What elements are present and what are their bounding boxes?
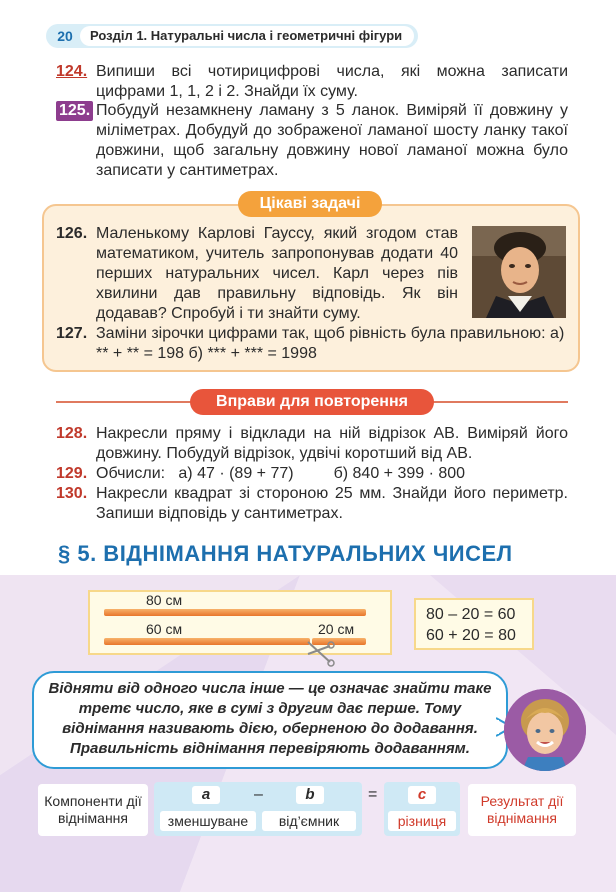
equation-subtraction: 80 – 20 = 60 — [426, 606, 516, 623]
exercise-125 — [56, 101, 568, 181]
exercise-129 — [56, 464, 568, 484]
scissors-icon — [304, 640, 340, 670]
exercise-number: 130. — [56, 485, 88, 502]
exercise-127 — [56, 324, 568, 364]
boy-image — [504, 689, 586, 771]
exercise-text: Обчисли: а) 47 · (89 + 77) б) 840 + 399 · 800 — [96, 465, 466, 482]
bar-80cm — [104, 609, 366, 616]
exercise-text: Випиши всі чотирицифрові числа, які можна записати цифрами 1, 1, 2 і 2. Знайди їх суму. — [96, 63, 568, 100]
exercise-number: 129. — [56, 465, 88, 482]
result-label: Результат дії віднімання — [468, 784, 576, 836]
exercise-124 — [56, 62, 568, 102]
exercise-number: 128. — [56, 425, 88, 442]
definition-text: Відняти від одного числа інше — це означає знайти таке третє число, яке в сумі з другим дає перше. Тому віднімання називають дією, оберненою до додавання. Правильність віднімання перевіряють додаванням. — [48, 680, 492, 757]
exercise-text: Побудуй незамкнену ламану з 5 ланок. Виміряй її довжину у міліметрах. Добудуй до зображеної ламаної шосту ланку такої довжини, щоб загальну довжину нової ламаної можна було записати у сантиметрах. — [96, 102, 568, 179]
fun-problems-label: Цікаві задачі — [238, 191, 382, 217]
exercise-number: 126. — [56, 225, 88, 242]
minus-sign: – — [254, 786, 263, 803]
boy-avatar — [504, 689, 586, 771]
components-label: Компоненти дії віднімання — [38, 784, 148, 836]
label-80cm: 80 см — [146, 592, 183, 608]
exercise-number: 124. — [56, 63, 88, 80]
section-title: § 5. ВІДНІМАННЯ НАТУРАЛЬНИХ ЧИСЕЛ — [58, 541, 513, 566]
exercise-130 — [56, 484, 568, 524]
difference-label: різниця — [388, 811, 456, 831]
variable-c: c — [408, 786, 436, 804]
variable-b: b — [296, 786, 324, 804]
minuend-label: зменшуване — [160, 811, 256, 831]
bar-60cm — [104, 638, 310, 645]
exercise-126 — [56, 224, 458, 324]
variable-a: a — [192, 786, 220, 804]
review-label: Вправи для повторення — [190, 389, 434, 415]
subtrahend-label: від’ємник — [262, 811, 356, 831]
equation-addition: 60 + 20 = 80 — [426, 627, 516, 644]
equations-box — [414, 598, 534, 650]
ruler-illustration — [88, 590, 392, 655]
exercise-number: 127. — [56, 325, 88, 342]
label-60cm: 60 см — [146, 621, 183, 637]
equals-sign: = — [368, 786, 378, 803]
page-number: 20 — [57, 28, 73, 44]
gauss-portrait — [472, 226, 566, 318]
exercise-text: Маленькому Карлові Гауссу, який згодом став математиком, учитель запропонував додати 40 перших натуральних чисел. Карл через пів хвилини дав правильну відповідь. Як він додавав? Спробуй і ти знайти суму. — [96, 225, 458, 322]
exercise-number: 125. — [56, 101, 93, 121]
exercise-128 — [56, 424, 568, 464]
exercise-text: Накресли пряму і відклади на ній відрізок AB. Виміряй його довжину. Побудуй відрізок, удвічі коротший від AB. — [96, 425, 568, 462]
exercise-text: Накресли квадрат зі стороною 25 мм. Знайди його периметр. Запиши відповідь у сантиметрах. — [96, 485, 568, 522]
chapter-title: Розділ 1. Натуральні числа і геометричні фігури — [80, 26, 414, 46]
portrait-image — [472, 226, 566, 318]
label-20cm: 20 см — [318, 621, 355, 637]
exercise-text: Заміни зірочки цифрами так, щоб рівність була правильною: а) ** + ** = 198 б) *** + *** = 1998 — [96, 325, 565, 362]
